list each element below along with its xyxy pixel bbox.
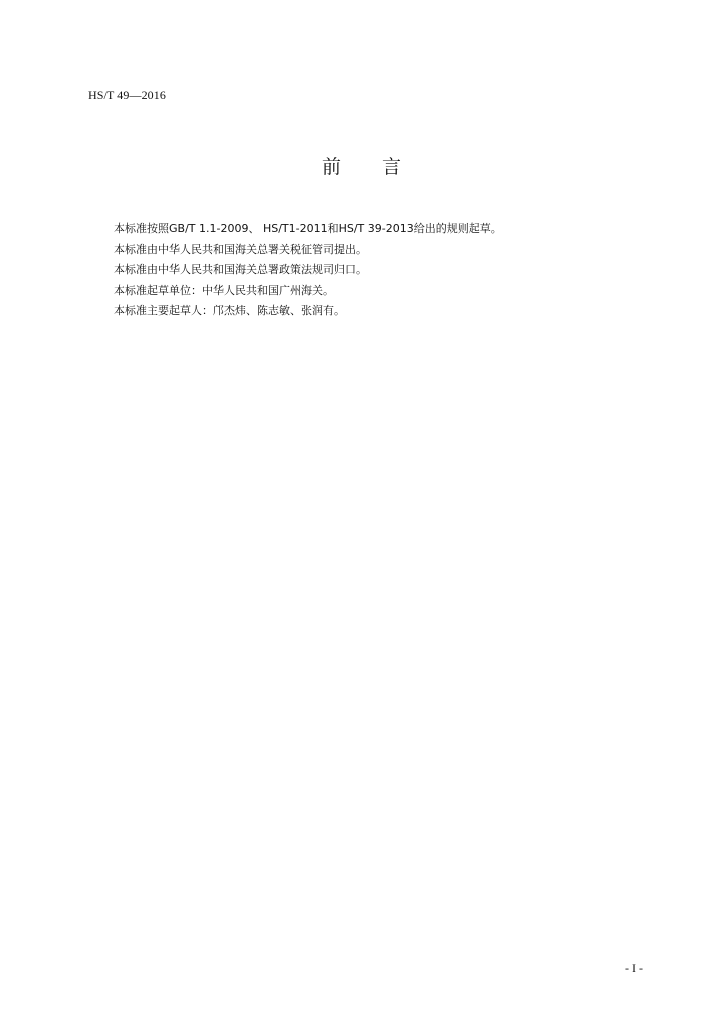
paragraph-drafters: 本标准主要起草人：邝杰炜、陈志敏、张润有。 — [114, 304, 345, 318]
page-number: - I - — [625, 961, 643, 975]
document-code: HS/T 49—2016 — [88, 88, 166, 102]
paragraph-centralized-by: 本标准由中华人民共和国海关总署政策法规司归口。 — [114, 263, 367, 277]
paragraph-proposed-by: 本标准由中华人民共和国海关总署关税征管司提出。 — [114, 242, 367, 256]
paragraph-drafting-unit: 本标准起草单位：中华人民共和国广州海关。 — [114, 283, 334, 297]
page-title: 前 言 — [321, 156, 402, 178]
paragraph-drafting-rules: 本标准按照GB/T 1.1-2009、 HS/T1-2011和HS/T 39-2013给出的规则起草。 — [114, 222, 502, 235]
foreword-body — [114, 219, 502, 322]
